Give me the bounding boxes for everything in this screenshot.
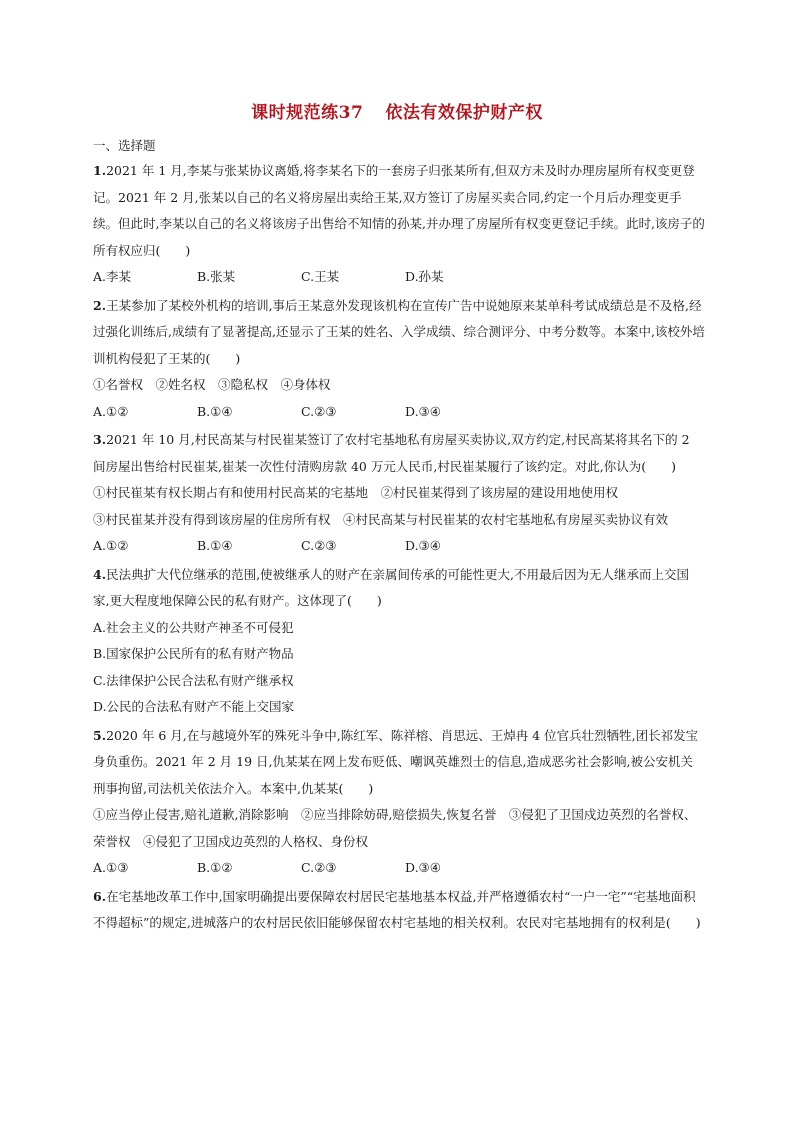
question-stem: 2021 年 1 月,李某与张某协议离婚,将李某名下的一套房子归张某所有,但双方未及时办理房屋所有权变更登记。2021 年 2 月,张某以自己的名义将房屋出卖给王某,双方签订了房屋买卖合同,约定一个月后办理变更手续。但此时,李某以自己的名义将该房子出售给不知情的孙某,并办理了房屋所有权变更登记手续。此时,该房子的所有权应归( ) xyxy=(93,163,705,258)
option-b[interactable]: B.张某 xyxy=(197,269,236,284)
question-5 xyxy=(93,723,705,882)
statement-list: ①应当停止侵害,赔礼道歉,消除影响 ②应当排除妨碍,赔偿损失,恢复名誉 ③侵犯了卫国戍边英烈的名誉权、荣誉权 ④侵犯了卫国戍边英烈的人格权、身份权 xyxy=(93,807,697,849)
statement-list: ①村民崔某有权长期占有和使用村民高某的宅基地 ②村民崔某得到了该房屋的建设用地使用权 xyxy=(93,485,619,500)
option-row xyxy=(93,533,705,560)
option-c[interactable]: C.②③ xyxy=(301,860,337,875)
option-row xyxy=(93,264,705,291)
question-number: 6. xyxy=(93,888,107,904)
page-title xyxy=(0,98,794,123)
question-stem: 民法典扩大代位继承的范围,使被继承人的财产在亲属间传承的可能性更大,不用最后因为无人继承而上交国家,更大程度地保障公民的私有财产。这体现了( ) xyxy=(93,566,690,608)
question-3 xyxy=(93,427,705,560)
option-b[interactable]: B.国家保护公民所有的私有财产物品 xyxy=(93,646,294,661)
option-d[interactable]: D.③④ xyxy=(405,538,441,553)
question-stem: 2021 年 10 月,村民高某与村民崔某签订了农村宅基地私有房屋买卖协议,双方约定,村民高某将其名下的 2 间房屋出售给村民崔某,崔某一次性付清购房款 40 万元人民币,村民崔某履行了该约定。对此,你认为( ) xyxy=(93,432,690,474)
option-row xyxy=(93,855,705,882)
question-2 xyxy=(93,293,705,426)
option-d[interactable]: D.孙某 xyxy=(405,269,444,284)
question-4 xyxy=(93,562,705,721)
question-stem: 2020 年 6 月,在与越境外军的殊死斗争中,陈红军、陈祥榕、肖思远、王焯冉 4 位官兵壮烈牺牲,团长祁发宝身负重伤。2021 年 2 月 19 日,仇某某在网上发布贬低、嘲讽英雄烈士的信息,造成恶劣社会影响,被公安机关刑事拘留,司法机关依法介入。本案中,仇某某( ) xyxy=(93,727,699,796)
option-b[interactable]: B.①④ xyxy=(197,403,233,419)
option-a[interactable]: A.①② xyxy=(93,403,129,419)
option-a[interactable]: A.①③ xyxy=(93,860,129,875)
option-b[interactable]: B.①④ xyxy=(197,538,233,553)
option-d[interactable]: D.公民的合法私有财产不能上交国家 xyxy=(93,699,295,714)
question-list xyxy=(93,158,705,939)
option-b[interactable]: B.①② xyxy=(197,860,233,875)
question-number: 3. xyxy=(93,432,107,447)
question-stem: 王某参加了某校外机构的培训,事后王某意外发现该机构在宣传广告中说她原来某单科考试成绩总是不及格,经过强化训练后,成绩有了显著提高,还显示了王某的姓名、入学成绩、综合测评分、中考分数等。本案中,该校外培训机构侵犯了王某的( ) xyxy=(93,297,705,366)
option-d[interactable]: D.③④ xyxy=(405,860,441,875)
option-c[interactable]: C.王某 xyxy=(301,269,340,284)
option-row xyxy=(93,399,705,426)
question-number: 1. xyxy=(93,163,107,178)
question-number: 5. xyxy=(93,727,107,743)
question-6 xyxy=(93,884,705,937)
statement-list: ①名誉权 ②姓名权 ③隐私权 ④身体权 xyxy=(93,377,331,392)
question-1 xyxy=(93,158,705,291)
option-a[interactable]: A.李某 xyxy=(93,269,132,284)
statement-list: ③村民崔某并没有得到该房屋的住房所有权 ④村民高某与村民崔某的农村宅基地私有房屋买卖协议有效 xyxy=(93,511,669,527)
option-a[interactable]: A.社会主义的公共财产神圣不可侵犯 xyxy=(93,619,294,635)
title-main: 课时规范练37 xyxy=(251,103,364,123)
option-c[interactable]: C.法律保护公民合法私有财产继承权 xyxy=(93,672,294,688)
option-d[interactable]: D.③④ xyxy=(405,403,441,419)
question-number: 4. xyxy=(93,566,107,582)
option-c[interactable]: C.②③ xyxy=(301,538,337,553)
option-c[interactable]: C.②③ xyxy=(301,403,337,419)
question-number: 2. xyxy=(93,297,107,313)
option-a[interactable]: A.①② xyxy=(93,538,129,553)
title-sub: 依法有效保护财产权 xyxy=(385,103,543,123)
question-stem: 在宅基地改革工作中,国家明确提出要保障农村居民宅基地基本权益,并严格遵循农村“一户一宅”“宅基地面积不得超标”的规定,进城落户的农村居民依旧能够保留农村宅基地的相关权利。农民对宅基地拥有的权利是( ) xyxy=(93,888,701,930)
section-heading: 一、选择题 xyxy=(93,138,156,153)
